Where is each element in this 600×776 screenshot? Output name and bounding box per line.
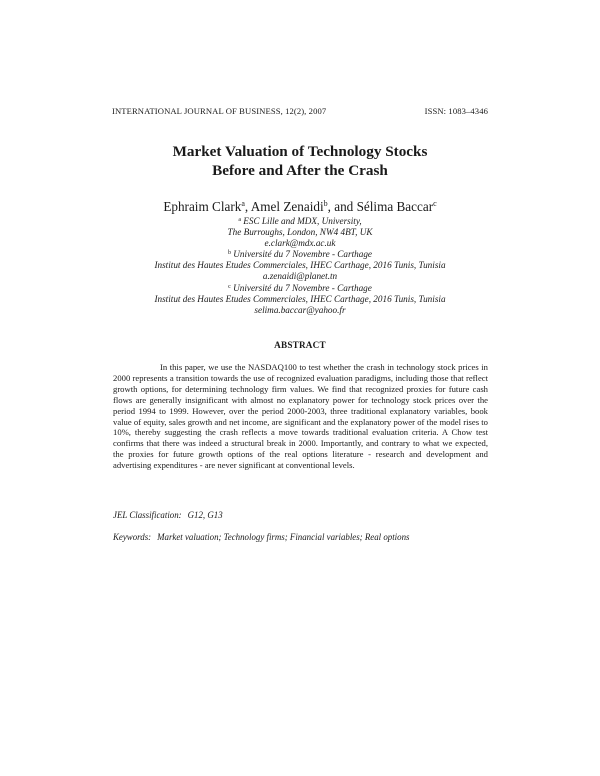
- author-superscript: b: [323, 199, 328, 208]
- author-list: [100, 199, 500, 215]
- author-name: Ephraim Clark: [163, 199, 242, 214]
- affiliation-marker: c: [228, 283, 231, 290]
- jel-classification: [113, 510, 223, 520]
- affiliation-c-line-2: Institut des Hautes Etudes Commerciales, IHEC Carthage, 2016 Tunis, Tunisia: [154, 293, 446, 304]
- affiliation-marker: a: [238, 217, 241, 223]
- title-line-2: Before and After the Crash: [212, 162, 388, 179]
- affiliation-c-line-1: $^c$ Université du 7 Novembre - Carthage: [228, 282, 372, 293]
- keywords: [113, 532, 409, 542]
- journal-citation: INTERNATIONAL JOURNAL OF BUSINESS, 12(2), 2007: [112, 106, 327, 116]
- affiliations: [100, 216, 500, 316]
- affiliation-b-line-1: $^b$ Université du 7 Novembre - Carthage: [227, 249, 373, 260]
- title-line-1: Market Valuation of Technology Stocks: [172, 143, 428, 160]
- issn: ISSN: 1083–4346: [424, 106, 488, 116]
- affiliation-a-line-2: The Burroughs, London, NW4 4BT, UK: [227, 227, 373, 238]
- author-superscript: c: [433, 199, 437, 208]
- affiliation-c-email: selima.baccar@yahoo.fr: [254, 304, 346, 315]
- author-name: Amel Zenaidi: [250, 199, 324, 214]
- author-name: Sélima Baccar: [356, 199, 434, 214]
- author-separator: , and: [327, 199, 357, 214]
- keywords-label: Keywords:: [113, 532, 152, 542]
- running-header: [112, 106, 488, 116]
- affiliation-b-line-2: Institut des Hautes Etudes Commerciales, IHEC Carthage, 2016 Tunis, Tunisia: [154, 260, 446, 271]
- paper-title: [100, 142, 500, 180]
- jel-codes: G12, G13: [187, 510, 223, 520]
- keywords-list: Market valuation; Technology firms; Financial variables; Real options: [157, 532, 410, 542]
- affiliation-a-line-1: $^a$ ESC Lille and MDX, University,: [238, 216, 362, 226]
- affiliation-marker: b: [227, 250, 231, 257]
- affiliation-a-email: e.clark@mdx.ac.uk: [264, 238, 336, 249]
- author-superscript: a: [241, 199, 245, 208]
- abstract-body: In this paper, we use the NASDAQ100 to test whether the crash in technology stock prices in 2000 represents a transition towards the use of recognized evaluation paradigms, including those that reflect growth options, for determining technology firm values. We find that recognized proxies for future cash flows are generally insignificant with almost no explanatory power for technology stock prices over the period 1994 to 1999. However, over the period 2000-2003, three traditional explanatory variables, book value of equity, sales growth and net income, are significant and the explanatory power of the model rises to 10%, thereby suggesting the crash reflects a move towards traditional evaluation criteria. A Chow test confirms that there was indeed a structural break in 2000. Importantly, and contrary to what we expected, the proxies for future growth options of the real options literature - research and development and advertising expenditures - are never significant at conventional levels.: [113, 362, 488, 471]
- jel-label: JEL Classification:: [113, 510, 182, 520]
- author-separator: ,: [244, 199, 251, 214]
- abstract-heading: ABSTRACT: [274, 340, 326, 350]
- affiliation-b-email: a.zenaidi@planet.tn: [262, 271, 338, 282]
